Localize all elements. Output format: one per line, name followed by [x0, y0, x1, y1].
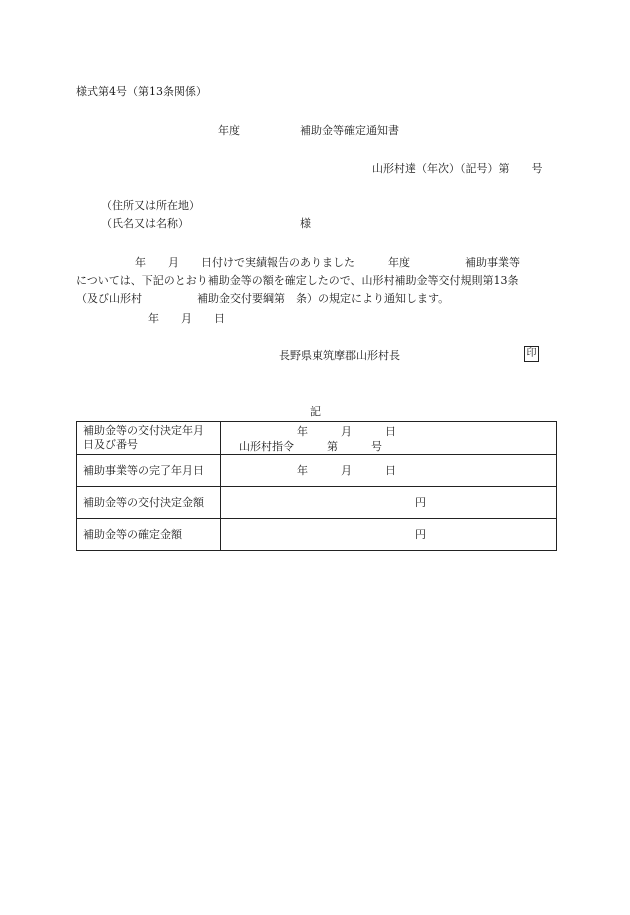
decision-number: 山形村指令 第 号: [239, 440, 382, 453]
row-value: [221, 455, 557, 487]
reference-number: 山形村達（年次）（記号）第 号: [372, 162, 543, 175]
table-row: [77, 487, 557, 519]
row-value: [221, 422, 557, 455]
name-label: （氏名又は名称）: [101, 217, 189, 230]
details-table: [76, 421, 557, 551]
row-label: 補助事業等の完了年月日: [77, 455, 221, 487]
address-label: （住所又は所在地）: [101, 199, 200, 212]
table-row: [77, 422, 557, 455]
note-heading: 記: [310, 405, 321, 418]
honorific: 様: [300, 217, 311, 230]
fiscal-year-label: 年度: [218, 124, 240, 137]
body-line-1: 年 月 日付けで実績報告のありました 年度 補助事業等: [135, 256, 520, 269]
document-title: 補助金等確定通知書: [300, 124, 399, 137]
body-line-3: （及び山形村 補助金交付要綱第 条）の規定により通知します。: [76, 292, 450, 305]
confirmed-amount: 円: [415, 528, 426, 541]
issuer-name: 長野県東筑摩郡山形村長: [279, 349, 400, 362]
table-row: [77, 519, 557, 551]
row-label: 補助金等の交付決定金額: [77, 487, 221, 519]
row-value: [221, 487, 557, 519]
form-number: 様式第4号（第13条関係）: [76, 85, 207, 98]
decision-date: 年 月 日: [297, 425, 396, 438]
notice-date: 年 月 日: [148, 312, 225, 325]
seal-stamp: 印: [524, 346, 539, 362]
body-line-2: については、下記のとおり補助金等の額を確定したので、山形村補助金等交付規則第13条: [76, 274, 519, 287]
completion-date: 年 月 日: [297, 464, 396, 477]
decided-amount: 円: [415, 496, 426, 509]
row-label: 補助金等の交付決定年月日及び番号: [77, 422, 221, 455]
table-row: [77, 455, 557, 487]
row-label: 補助金等の確定金額: [77, 519, 221, 551]
row-value: [221, 519, 557, 551]
